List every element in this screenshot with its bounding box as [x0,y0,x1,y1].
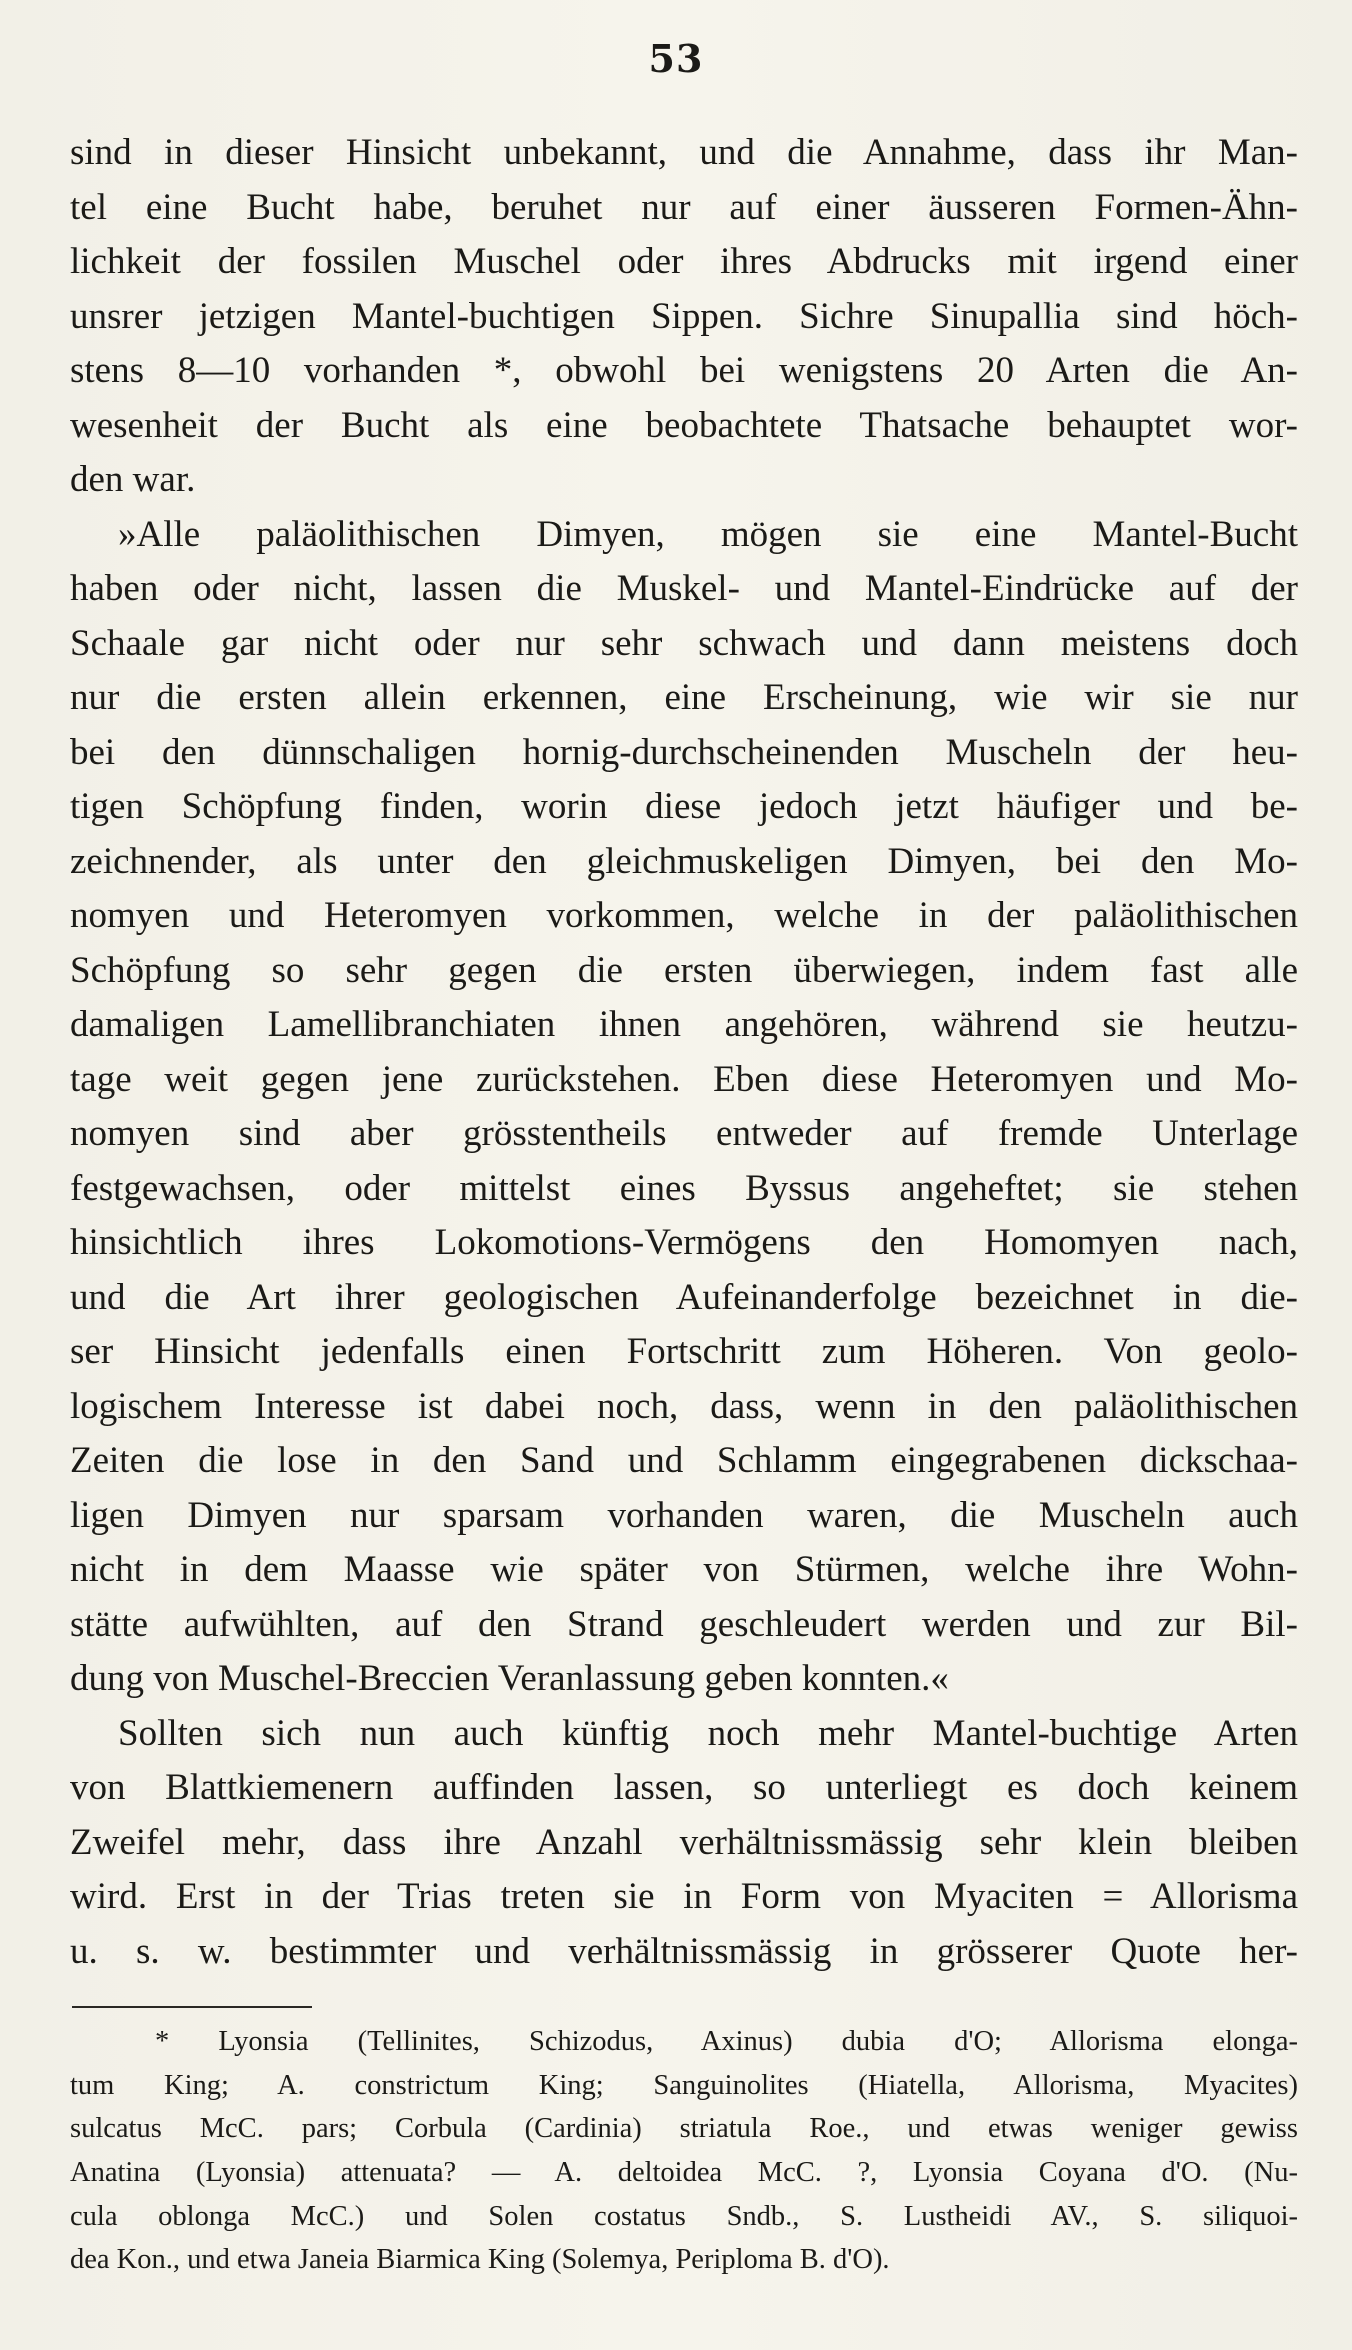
text-line: stätte aufwühlten, auf den Strand geschleudert werden und zur Bil- [70,1603,1298,1645]
text-line: dung von Muschel-Breccien Veranlassung geben konnten.« [70,1658,949,1699]
text-line: »Alle paläolithischen Dimyen, mögen sie eine Mantel-Bucht [118,513,1298,555]
body-text [70,126,1298,1979]
footnote-divider [72,2006,312,2008]
text-line: nicht in dem Maasse wie später von Stürmen, welche ihre Wohn- [70,1549,1298,1590]
text-line: Zeiten die lose in den Sand und Schlamm eingegrabenen dickschaa- [70,1440,1298,1481]
text-line: tage weit gegen jene zurückstehen. Eben diese Heteromyen und Mo- [70,1058,1298,1100]
text-line: haben oder nicht, lassen die Muskel- und Mantel-Eindrücke auf der [70,568,1298,609]
text-line: Schöpfung so sehr gegen die ersten überwiegen, indem fast alle [70,949,1298,991]
text-line: nomyen sind aber grösstentheils entweder auf fremde Unterlage [70,1113,1298,1154]
text-line: ser Hinsicht jedenfalls einen Fortschritt zum Höheren. Von geolo- [70,1331,1298,1372]
text-line: von Blattkiemenern auffinden lassen, so unterliegt es doch keinem [70,1767,1298,1808]
page-number: 53 [648,36,704,81]
text-line: stens 8—10 vorhanden *, obwohl bei wenigstens 20 Arten die An- [70,350,1298,391]
footnote [70,2020,1298,2282]
text-line: u. s. w. bestimmter und verhältnissmässig in grösserer Quote her- [70,1930,1298,1972]
text-line: Sollten sich nun auch künftig noch mehr Mantel-buchtige Arten [118,1712,1298,1754]
text-line: festgewachsen, oder mittelst eines Byssus angeheftet; sie stehen [70,1167,1298,1209]
text-line: zeichnender, als unter den gleichmuskeligen Dimyen, bei den Mo- [70,840,1298,882]
text-line: logischem Interesse ist dabei noch, dass, wenn in den paläolithischen [70,1385,1298,1427]
footnote-line: Anatina (Lyonsia) attenuata? — A. deltoidea McC. ?, Lyonsia Coyana d'O. (Nu- [70,2157,1298,2189]
text-line: damaligen Lamellibranchiaten ihnen angehören, während sie heutzu- [70,1004,1298,1045]
text-line: ligen Dimyen nur sparsam vorhanden waren, die Muscheln auch [70,1494,1298,1536]
text-line: und die Art ihrer geologischen Aufeinanderfolge bezeichnet in die- [70,1276,1298,1318]
footnote-line: tum King; A. constrictum King; Sanguinolites (Hiatella, Allorisma, Myacites) [70,2069,1298,2101]
footnote-line: cula oblonga McC.) und Solen costatus Sndb., S. Lustheidi AV., S. siliquoi- [70,2200,1298,2232]
text-line: Schaale gar nicht oder nur sehr schwach und dann meistens doch [70,622,1298,664]
text-line: tigen Schöpfung finden, worin diese jedoch jetzt häufiger und be- [70,786,1298,827]
text-line: unsrer jetzigen Mantel-buchtigen Sippen. Sichre Sinupallia sind höch- [70,295,1298,337]
text-line: Zweifel mehr, dass ihre Anzahl verhältnissmässig sehr klein bleiben [70,1821,1298,1863]
text-line: sind in dieser Hinsicht unbekannt, und die Annahme, dass ihr Man- [70,132,1298,173]
footnote-line: sulcatus McC. pars; Corbula (Cardinia) striatula Roe., und etwas weniger gewiss [70,2113,1298,2145]
text-line: hinsichtlich ihres Lokomotions-Vermögens den Homomyen nach, [70,1222,1298,1263]
text-line: wesenheit der Bucht als eine beobachtete Thatsache behauptet wor- [70,404,1298,446]
footnote-line: dea Kon., und etwa Janeia Biarmica King (Solemya, Periploma B. d'O). [70,2244,890,2276]
text-line: bei den dünnschaligen hornig-durchscheinenden Muscheln der heu- [70,731,1298,773]
text-line: tel eine Bucht habe, beruhet nur auf einer äusseren Formen-Ähn- [70,186,1298,228]
text-line: nomyen und Heteromyen vorkommen, welche in der paläolithischen [70,895,1298,936]
text-line: lichkeit der fossilen Muschel oder ihres Abdrucks mit irgend einer [70,241,1298,282]
footnote-line: * Lyonsia (Tellinites, Schizodus, Axinus) dubia d'O; Allorisma elonga- [155,2026,1298,2057]
text-line: den war. [70,459,196,500]
text-line: nur die ersten allein erkennen, eine Erscheinung, wie wir sie nur [70,677,1298,718]
text-line: wird. Erst in der Trias treten sie in Form von Myaciten = Allorisma [70,1876,1298,1917]
